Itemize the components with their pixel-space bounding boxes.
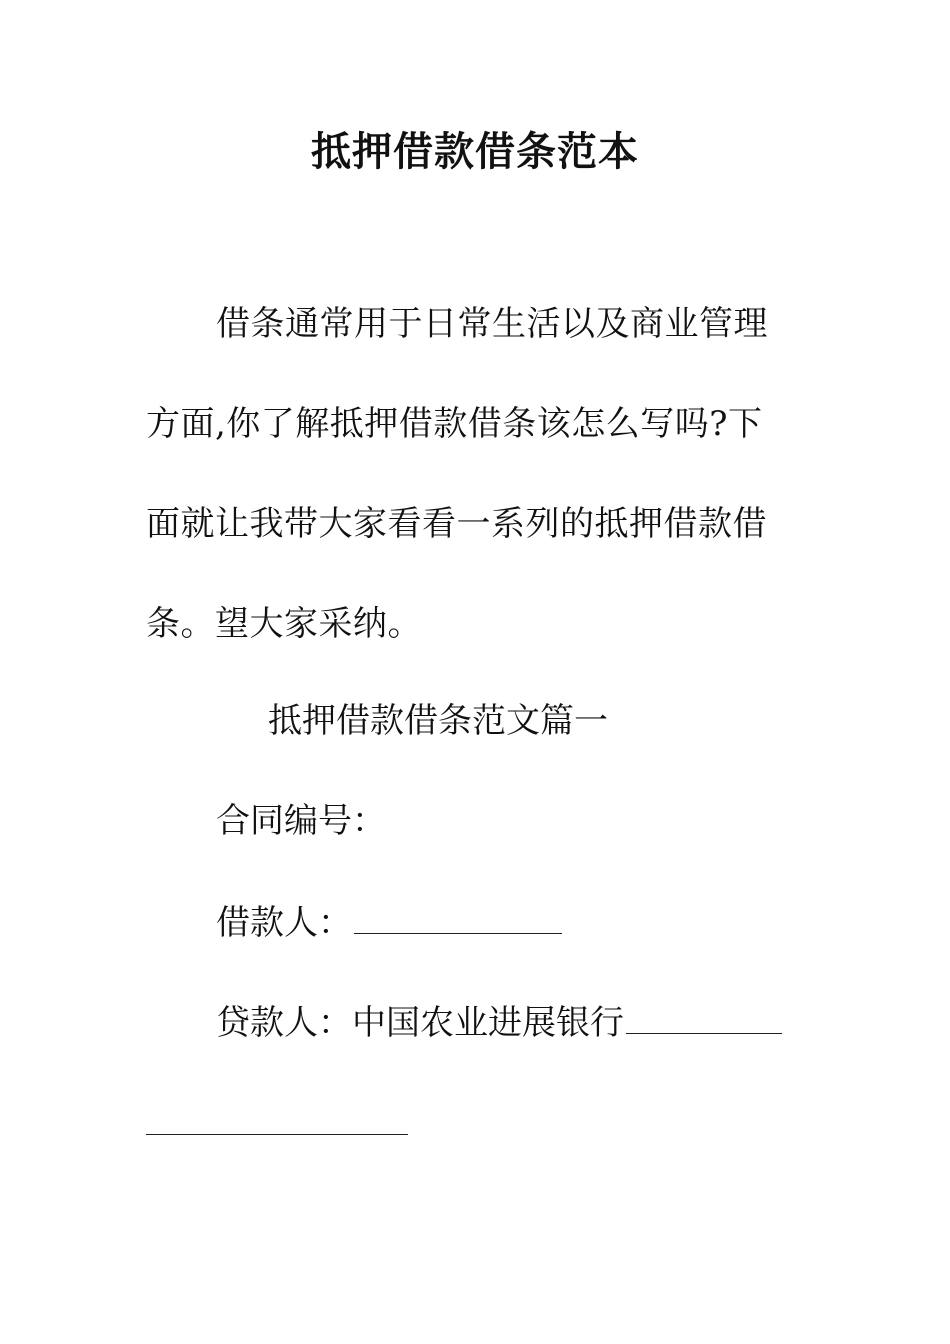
contract-number-label: 合同编号： — [216, 801, 386, 841]
borrower-field — [216, 898, 562, 948]
intro-paragraph: 借条通常用于日常生活以及商业管理方面,你了解抵押借款借条该怎么写吗?下面就让我带大家看看一系列的抵押借款借条。望大家采纳。 — [146, 304, 768, 644]
lender-blank-line — [626, 1003, 782, 1034]
lender-field — [216, 998, 782, 1048]
section-heading: 抵押借款借条范文篇一 — [268, 701, 608, 741]
contract-number-field — [216, 796, 386, 846]
lender-label: 贷款人： — [216, 1003, 352, 1043]
lender-value: 中国农业进展银行 — [352, 1003, 624, 1043]
borrower-blank-line — [354, 903, 562, 934]
document-title: 抵押借款借条范本 — [311, 128, 639, 175]
borrower-label: 借款人： — [216, 903, 352, 943]
lender-blank-line-continued — [146, 1134, 408, 1135]
